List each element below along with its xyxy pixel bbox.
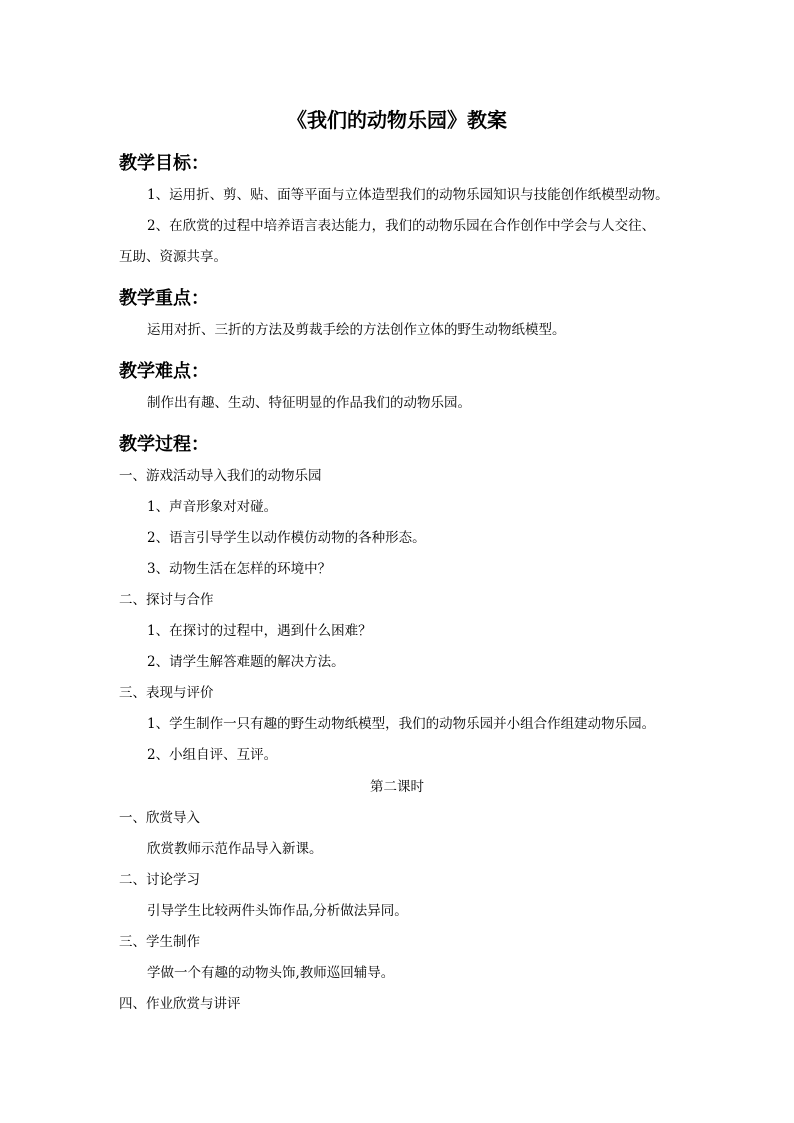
process-section-1-title: 一、游戏活动导入我们的动物乐园 — [119, 468, 322, 484]
lesson-2-section-2-title: 二、讨论学习 — [119, 872, 200, 888]
goals-item-1: 1、运用折、剪、贴、面等平面与立体造型我们的动物乐园知识与技能创作纸模型动物。 — [147, 187, 669, 203]
goals-heading: 教学目标： — [119, 153, 209, 174]
process-heading: 教学过程： — [119, 434, 209, 455]
key-points-text: 运用对折、三折的方法及剪裁手绘的方法创作立体的野生动物纸模型。 — [147, 322, 566, 338]
process-section-3-title: 三、表现与评价 — [119, 685, 214, 701]
goals-item-2-line-2: 互助、资源共享。 — [119, 249, 227, 265]
lesson-2-heading: 第二课时 — [370, 779, 424, 795]
lesson-2-section-4-title: 四、作业欣赏与讲评 — [119, 996, 241, 1012]
process-section-3-item-2: 2、小组自评、互评。 — [147, 747, 278, 763]
lesson-2-section-1-title: 一、欣赏导入 — [119, 810, 200, 826]
process-section-3-item-1: 1、学生制作一只有趣的野生动物纸模型，我们的动物乐园并小组合作组建动物乐园。 — [147, 716, 656, 732]
lesson-2-section-3-text: 学做一个有趣的动物头饰,教师巡回辅导。 — [147, 965, 395, 981]
goals-item-2-line-1: 2、在欣赏的过程中培养语言表达能力，我们的动物乐园在合作创作中学会与人交往、 — [147, 218, 656, 234]
difficulties-text: 制作出有趣、生动、特征明显的作品我们的动物乐园。 — [147, 395, 471, 411]
key-points-heading: 教学重点： — [119, 288, 209, 309]
process-section-2-title: 二、探讨与合作 — [119, 592, 214, 608]
process-section-1-item-3: 3、动物生活在怎样的环境中？ — [147, 561, 332, 577]
process-section-1-item-2: 2、语言引导学生以动作模仿动物的各种形态。 — [147, 530, 426, 546]
process-section-2-item-1: 1、在探讨的过程中，遇到什么困难？ — [147, 623, 372, 639]
lesson-2-section-3-title: 三、学生制作 — [119, 934, 200, 950]
lesson-2-section-2-text: 引导学生比较两件头饰作品,分析做法异同。 — [147, 903, 408, 919]
process-section-1-item-1: 1、声音形象对对碰。 — [147, 499, 278, 515]
difficulties-heading: 教学难点： — [119, 361, 209, 382]
document-title: 《我们的动物乐园》教案 — [287, 108, 507, 132]
process-section-2-item-2: 2、请学生解答难题的解决方法。 — [147, 654, 345, 670]
lesson-2-section-1-text: 欣赏教师示范作品导入新课。 — [147, 841, 323, 857]
